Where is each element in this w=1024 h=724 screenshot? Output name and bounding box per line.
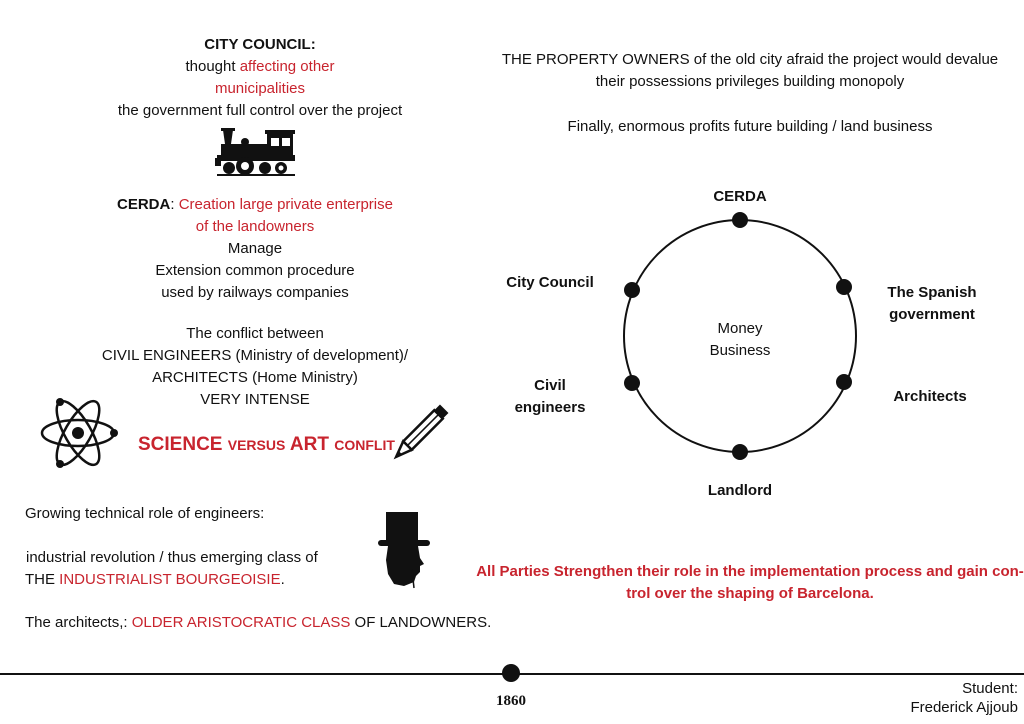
city-council-line1 <box>160 56 360 78</box>
cerda-line5: used by railways companies <box>161 284 349 301</box>
node-civil-engineers <box>624 375 640 391</box>
student-label: Student: <box>962 680 1018 697</box>
art-word: ART <box>289 434 329 455</box>
conflict-line4: VERY INTENSE <box>200 391 310 408</box>
owners-line2: their possessions privileges building monopoly <box>595 73 905 90</box>
label-city-council: City Council <box>506 274 594 291</box>
bourgeoisie-red: INDUSTRIALIST BOURGEOISIE <box>59 571 281 588</box>
label-landlord: Landlord <box>707 482 773 499</box>
timeline-year: 1860 <box>496 693 526 709</box>
science-word: SCIENCE <box>138 434 223 455</box>
cerda-label: CERDA <box>117 196 171 213</box>
cerda-line2: of the landowners <box>195 218 315 235</box>
node-cerda <box>732 212 748 228</box>
circle-center-line2: Business <box>709 342 771 359</box>
label-spanish-line2: government <box>889 306 975 323</box>
city-council-heading: CITY COUNCIL: <box>204 36 316 53</box>
city-council-line3: the government full control over the project <box>117 102 403 119</box>
conclusion-line2: trol over the shaping of Barcelona. <box>626 585 874 602</box>
cerda-line3: Manage <box>227 240 283 257</box>
atom-icon <box>38 393 118 473</box>
owners-line1: THE PROPERTY OWNERS of the old city afraid the project would devalue <box>501 51 999 68</box>
the-word: THE <box>25 571 60 588</box>
city-council-line2: municipalities <box>214 80 306 97</box>
city-council-line1-red: affecting other <box>239 58 335 75</box>
conflit-word: CONFLIT <box>334 437 395 453</box>
versus-word: VERSUS <box>227 437 286 453</box>
label-civil-line1: Civil <box>534 377 566 394</box>
node-landlord <box>732 444 748 460</box>
industrial-line: industrial revolution / thus emerging class of <box>26 549 318 566</box>
locomotive-icon <box>215 126 297 178</box>
city-council-line1-prefix: thought <box>185 58 240 75</box>
conflict-line1: The conflict between <box>186 325 324 342</box>
conflict-line3: ARCHITECTS (Home Ministry) <box>152 369 358 386</box>
growing-line: Growing technical role of engineers: <box>25 505 265 522</box>
architects-line <box>25 612 491 634</box>
pencil-icon <box>391 398 455 462</box>
circle-center-line1: Money <box>717 320 763 337</box>
conclusion-line1: All Parties Strengthen their role in the implementation process and gain con- <box>476 563 1024 580</box>
cerda-line4: Extension common procedure <box>155 262 355 279</box>
bourgeoisie-period: . <box>280 571 285 588</box>
aristocratic-red: OLDER ARISTOCRATIC CLASS <box>131 614 351 631</box>
landowners-suffix: OF LANDOWNERS. <box>350 614 492 631</box>
science-vs-art <box>138 432 395 458</box>
conflict-line2: CIVIL ENGINEERS (Ministry of development)/ <box>101 347 409 364</box>
top-hat-silhouette-icon <box>374 510 436 592</box>
label-architects: Architects <box>893 388 967 405</box>
bourgeoisie-line <box>25 569 285 591</box>
label-civil-line2: engineers <box>514 399 586 416</box>
node-city-council <box>624 282 640 298</box>
cerda-red1: Creation large private enterprise <box>178 196 393 213</box>
finally-line: Finally, enormous profits future building / land business <box>567 118 933 135</box>
cerda-line1 <box>90 194 420 216</box>
node-spanish-government <box>836 279 852 295</box>
architects-prefix: The architects,: <box>25 614 132 631</box>
student-name: Frederick Ajjoub <box>910 699 1018 716</box>
cerda-colon: : <box>170 196 179 213</box>
timeline-marker <box>502 664 520 682</box>
label-cerda: CERDA <box>713 188 767 205</box>
label-spanish-line1: The Spanish <box>887 284 977 301</box>
node-architects <box>836 374 852 390</box>
